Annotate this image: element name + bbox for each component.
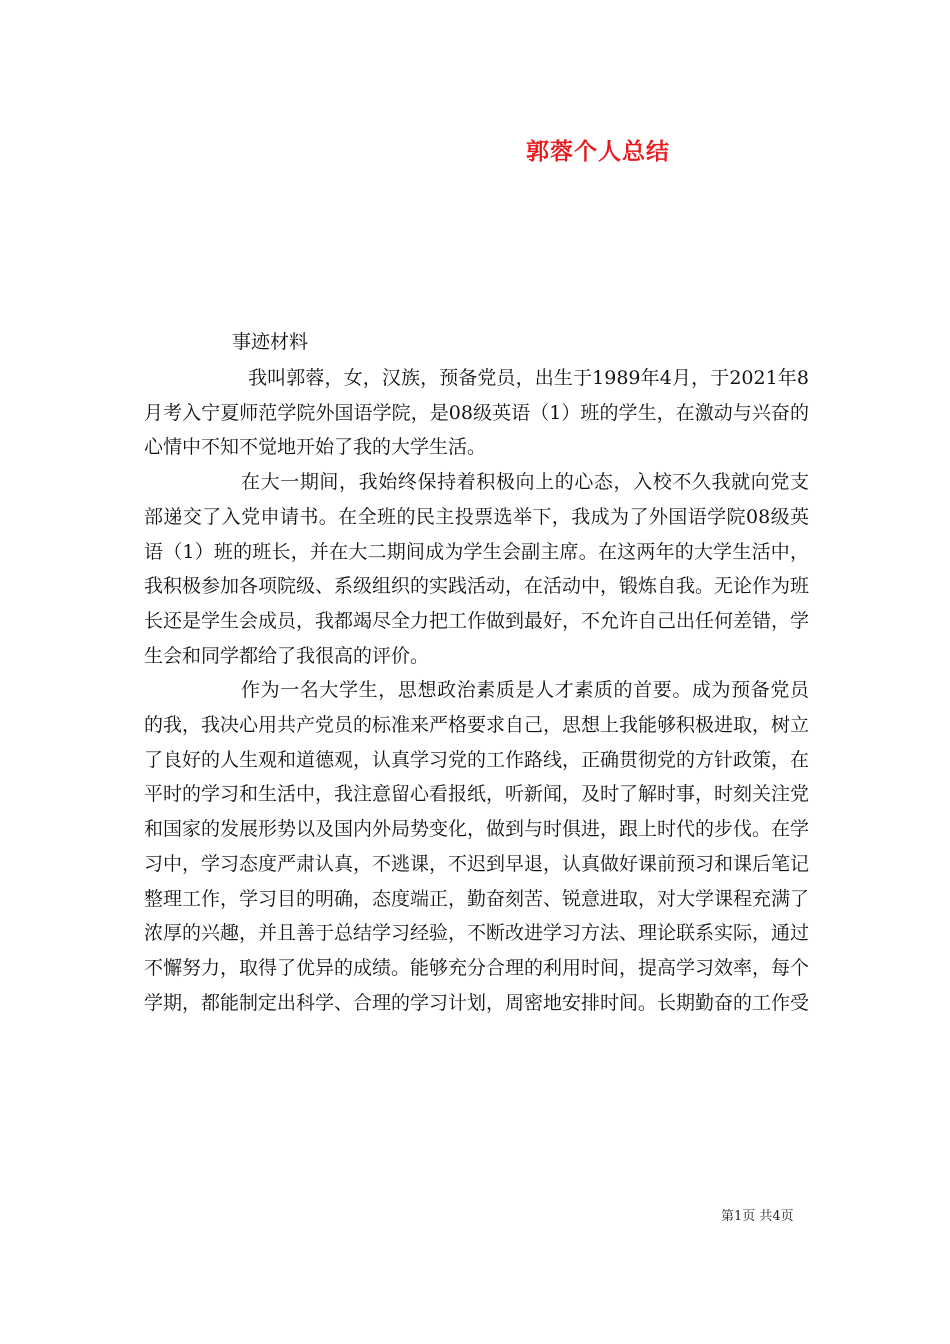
page-indicator: 第1页 共4页 <box>721 1209 794 1224</box>
document-title: 郭蓉个人总结 <box>526 138 670 165</box>
paragraph-intro: 我叫郭蓉，女，汉族，预备党员，出生于1989年4月，于2021年8月考入宁夏师范学院外国语学院，是08级英语（1）班的学生，在激动与兴奋的心情中不知不觉地开始了我的大学生活。 <box>144 367 809 459</box>
paragraph-political-quality: 作为一名大学生，思想政治素质是人才素质的首要。成为预备党员的我，我决心用共产党员的标准来严格要求自己，思想上我能够积极进取，树立了良好的人生观和道德观，认真学习党的工作路线，正确贯彻党的方针政策，在平时的学习和生活中，我注意留心看报纸，听新闻，及时了解时事，时刻关注党和国家的发展形势以及国内外局势变化，做到与时俱进，跟上时代的步伐。在学习中，学习态度严肃认真，不逃课，不迟到早退，认真做好课前预习和课后笔记整理工作，学习目的明确，态度端正，勤奋刻苦、锐意进取，对大学课程充满了浓厚的兴趣，并且善于总结学习经验，不断改进学习方法、理论联系实际，通过不懈努力，取得了优异的成绩。能够充分合理的利用时间，提高学习效率，每个学期，都能制定出科学、合理的学习计划，周密地安排时间。长期勤奋的工作受 <box>144 679 810 1014</box>
document-body <box>144 361 809 1020</box>
paragraph-freshman-year: 在大一期间，我始终保持着积极向上的心态，入校不久我就向党支部递交了入党申请书。在全班的民主投票选举下，我成为了外国语学院08级英语（1）班的班长，并在大二期间成为学生会副主席。在这两年的大学生活中，我积极参加各项院级、系级组织的实践活动，在活动中，锻炼自我。无论作为班长还是学生会成员，我都竭尽全力把工作做到最好，不允许自己出任何差错，学生会和同学都给了我很高的评价。 <box>144 471 810 667</box>
section-label: 事迹材料 <box>232 331 309 353</box>
